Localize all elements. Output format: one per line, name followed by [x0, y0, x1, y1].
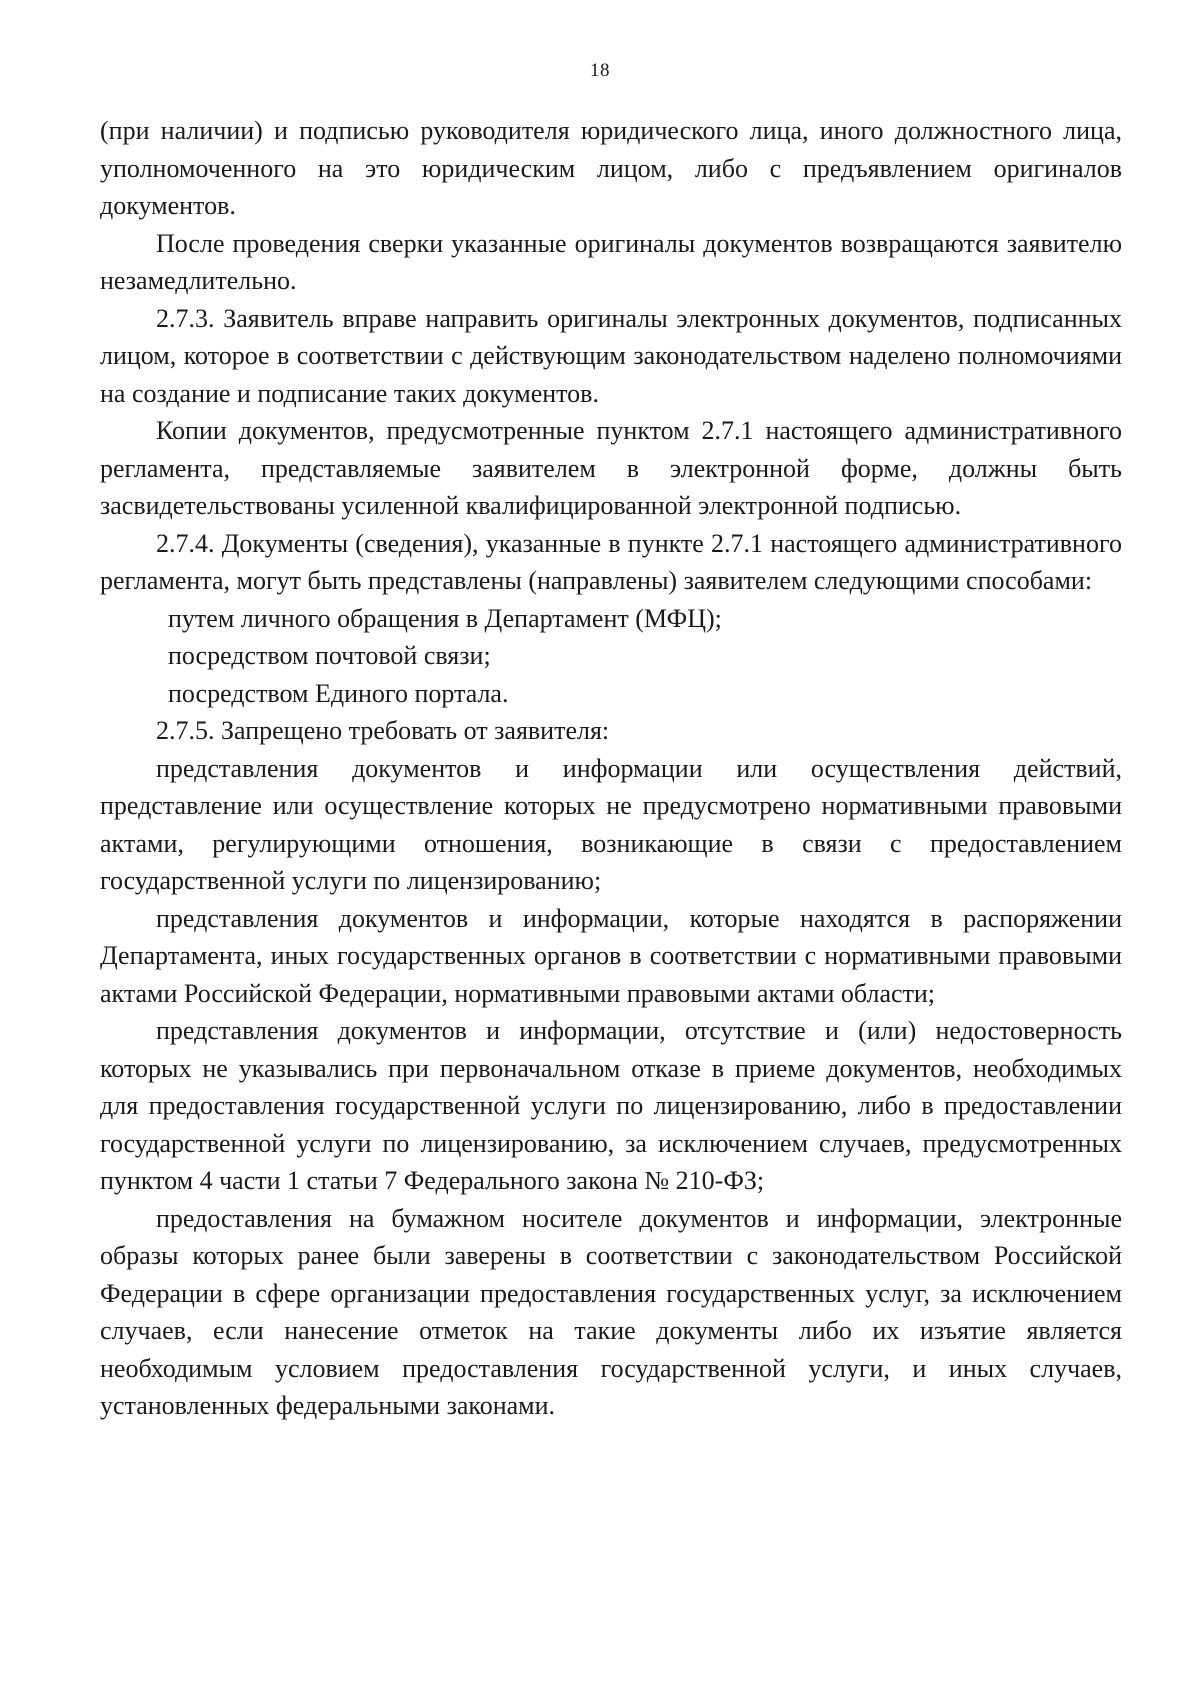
- list-item-personal-visit: путем личного обращения в Департамент (МФЦ);: [168, 603, 722, 633]
- paragraph-prohibition-1: представления документов и информации или осуществления действий, представление или осуществление которых не предусмотрено нормативными правовыми актами, регулирующими отношения, возникающие в связи с предоставлением государственной услуги по лицензированию;: [100, 753, 1122, 895]
- paragraph-copies-signature: Копии документов, предусмотренные пунктом 2.7.1 настоящего административного регламента, представляемые заявителем в электронной форме, должны быть засвидетельствованы усиленной квалифицированной электронной подписью.: [100, 416, 1122, 520]
- paragraph-2-7-4: 2.7.4. Документы (сведения), указанные в пункте 2.7.1 настоящего административного регламента, могут быть представлены (направлены) заявителем следующими способами:: [100, 528, 1122, 595]
- document-body: [100, 112, 1122, 1425]
- list-item-postal: посредством почтовой связи;: [168, 641, 491, 670]
- paragraph-2-7-5: 2.7.5. Запрещено требовать от заявителя:: [156, 716, 610, 745]
- paragraph-2-7-3: 2.7.3. Заявитель вправе направить оригиналы электронных документов, подписанных лицом, которое в соответствии с действующим законодательством наделено полномочиями на создание и подписание таких документов.: [100, 303, 1122, 408]
- paragraph-prohibition-2: представления документов и информации, которые находятся в распоряжении Департамента, иных государственных органов в соответствии с нормативными правовыми актами Российской Федерации, нормативными правовыми актами области;: [100, 903, 1122, 1008]
- paragraph-prohibition-3: представления документов и информации, отсутствие и (или) недостоверность которых не указывались при первоначальном отказе в приеме документов, необходимых для предоставления государственной услуги по лицензированию, либо в предоставлении государственной услуги по лицензированию, за исключением случаев, предусмотренных пунктом 4 части 1 статьи 7 Федерального закона № 210-ФЗ;: [100, 1016, 1122, 1195]
- paragraph-continuation: (при наличии) и подписью руководителя юридического лица, иного должностного лица, уполномоченного на это юридическим лицом, либо с предъявлением оригиналов документов.: [100, 116, 1122, 220]
- page-number: 18: [590, 60, 610, 81]
- paragraph-verification-return: После проведения сверки указанные оригиналы документов возвращаются заявителю незамедлительно.: [100, 228, 1122, 295]
- paragraph-prohibition-4: предоставления на бумажном носителе документов и информации, электронные образы которых ранее были заверены в соответствии с законодательством Российской Федерации в сфере организации предоставления государственных услуг, за исключением случаев, если нанесение отметок на такие документы либо их изъятие является необходимым условием предоставления государственной услуги, и иных случаев, установленных федеральными законами.: [100, 1203, 1122, 1420]
- list-item-portal: посредством Единого портала.: [168, 678, 509, 708]
